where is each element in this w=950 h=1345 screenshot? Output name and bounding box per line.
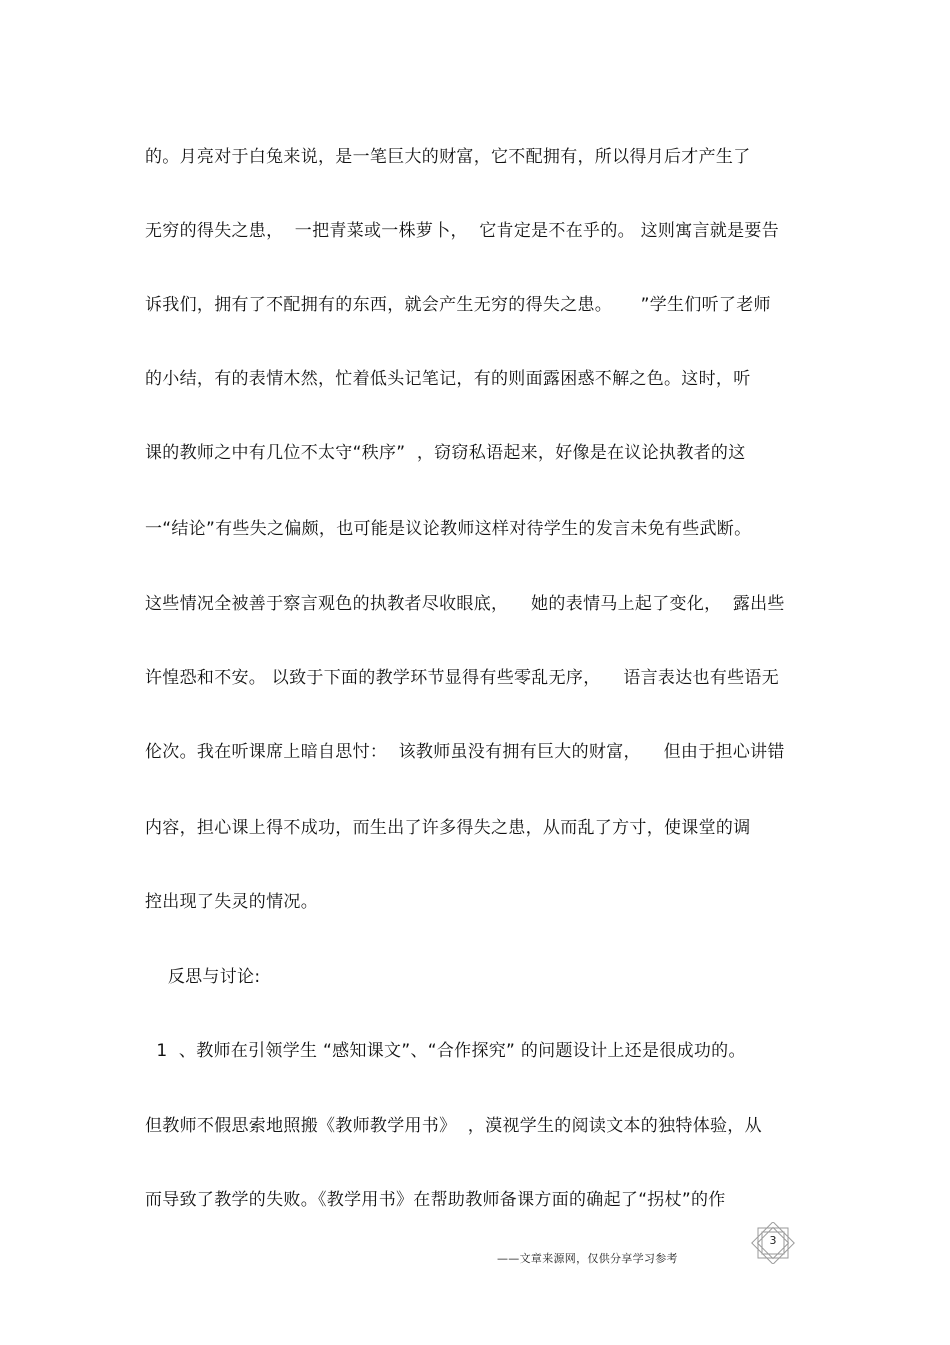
page-number: 3 xyxy=(769,1234,777,1247)
body-line: 伦次。我在听课席上暗自思忖： 该教师虽没有拥有巨大的财富， 但由于担心讲错 xyxy=(145,742,785,762)
source-note: ——文章来源网，仅供分享学习参考 xyxy=(497,1252,678,1265)
body-line: 的小结，有的表情木然，忙着低头记笔记，有的则面露困惑不解之色。这时，听 xyxy=(145,369,751,389)
page-number-badge xyxy=(748,1222,798,1264)
body-line: 诉我们，拥有了不配拥有的东西，就会产生无穷的得失之患。 ”学生们听了老师 xyxy=(145,295,771,315)
body-line: 课的教师之中有几位不太守“秩序” ，窃窃私语起来，好像是在议论执教者的这 xyxy=(145,443,746,463)
body-line: 的。月亮对于白兔来说，是一笔巨大的财富，它不配拥有，所以得月后才产生了 xyxy=(145,147,751,167)
body-line: 一“结论”有些失之偏颇，也可能是议论教师这样对待学生的发言未免有些武断。 xyxy=(145,519,752,539)
body-line: 而导致了教学的失败。《教学用书》在帮助教师备课方面的确起了“拐杖”的作 xyxy=(145,1190,726,1210)
body-line: 无穷的得失之患， 一把青菜或一株萝卜， 它肯定是不在乎的。 这则寓言就是要告 xyxy=(145,221,780,241)
numbered-item: 1 、教师在引领学生 “感知课文”、“合作探究” 的问题设计上还是很成功的。 xyxy=(145,1041,746,1061)
section-heading: 反思与讨论: xyxy=(145,967,261,987)
body-line: 内容，担心课上得不成功，而生出了许多得失之患，从而乱了方寸，使课堂的调 xyxy=(145,818,751,838)
body-line: 这些情况全被善于察言观色的执教者尽收眼底， 她的表情马上起了变化， 露出些 xyxy=(145,594,785,614)
body-line: 控出现了失灵的情况。 xyxy=(145,892,318,912)
body-line: 许惶恐和不安。 以致于下面的教学环节显得有些零乱无序， 语言表达也有些语无 xyxy=(145,668,780,688)
body-line: 但教师不假思索地照搬《教师教学用书》 ，漠视学生的阅读文本的独特体验，从 xyxy=(145,1116,762,1136)
